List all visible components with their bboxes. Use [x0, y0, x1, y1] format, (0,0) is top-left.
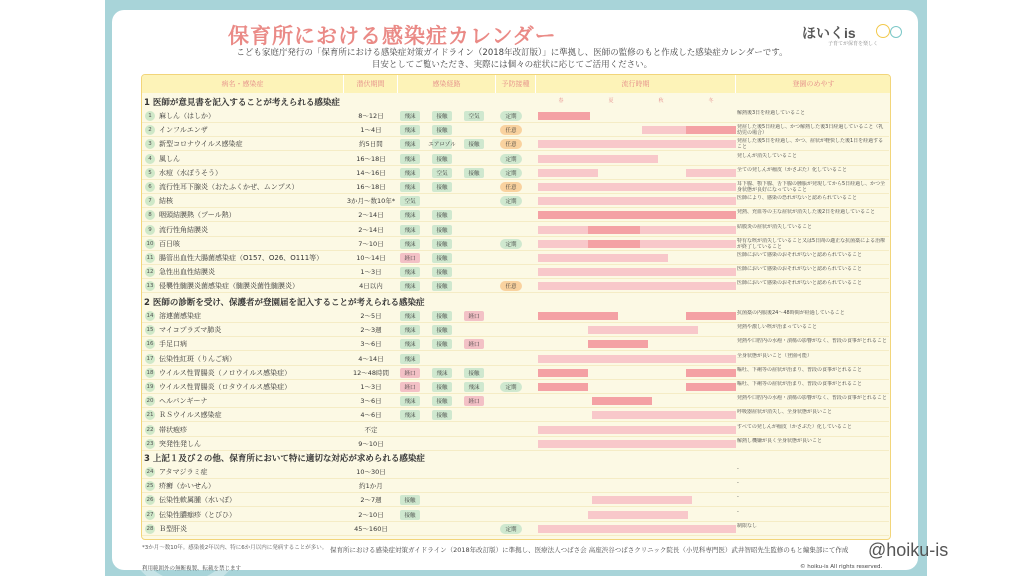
season-spring: 春	[558, 97, 564, 104]
row-number: 28	[146, 525, 154, 532]
disease-name: 伝染性膿痂疹（とびひ）	[159, 510, 236, 519]
epidemic-period-bar	[538, 268, 736, 276]
incubation-period: 2〜5日	[360, 312, 382, 320]
attendance-guideline: 発しんが消失していること	[737, 152, 798, 159]
disease-name: 風しん	[159, 154, 180, 163]
epidemic-period-bar	[588, 340, 648, 348]
row-number: 26	[146, 497, 154, 504]
section-1-title: 1 医師が意見書を記入することが考えられる感染症	[144, 98, 340, 108]
route-tag: 飛沫	[400, 182, 420, 192]
row-number: 6	[145, 182, 155, 192]
smile-face-icon	[876, 24, 890, 38]
route-tag: 飛沫	[400, 325, 420, 335]
intro-line-1: こども家庭庁発行の「保育所における感染症対策ガイドライン（2018年改訂版）」に準拠し、医師の監修のもと作成した感染症カレンダーです。	[236, 48, 788, 58]
incubation-period: 16〜18日	[356, 183, 386, 191]
table-row	[142, 508, 889, 522]
vaccine-badge: 任意	[500, 125, 522, 135]
route-tag: 接触	[432, 253, 452, 263]
epidemic-period-bar	[538, 312, 618, 320]
disease-name: 溶連菌感染症	[159, 312, 201, 320]
table-row	[142, 251, 889, 265]
infection-calendar-table	[141, 74, 891, 540]
disease-name: 突発性発しん	[159, 439, 201, 448]
row-number: 5	[145, 168, 155, 178]
row-number: 23	[146, 440, 154, 447]
disease-name: インフルエンザ	[159, 126, 208, 135]
row-number: 3	[145, 139, 155, 149]
attendance-guideline: 嘔吐、下痢等の症状が治まり、普段の食事がとれること	[737, 366, 863, 373]
epidemic-period-bar	[538, 440, 736, 448]
vaccine-badge: 任意	[500, 281, 522, 291]
incubation-period: 8〜12日	[358, 112, 384, 120]
disease-name: 流行性角結膜炎	[159, 225, 208, 234]
row-number: 12	[146, 269, 154, 276]
epidemic-period-bar	[592, 496, 692, 504]
table-row	[142, 465, 889, 479]
vaccine-badge: 定期	[500, 111, 522, 121]
season-summer: 夏	[608, 97, 614, 104]
attendance-guideline: 結膜炎の症状が消失していること	[737, 223, 813, 230]
route-tag: 飛沫	[400, 125, 420, 135]
route-tag: 接触	[464, 139, 484, 149]
incubation-period: 2〜7週	[360, 496, 382, 505]
epidemic-period-bar	[588, 511, 688, 519]
row-number: 8	[145, 210, 155, 220]
disease-name: 伝染性紅斑（りんご病）	[159, 354, 236, 363]
epidemic-period-bar	[686, 312, 736, 320]
epidemic-period-bar	[538, 112, 590, 120]
attendance-guideline: -	[737, 494, 739, 501]
epidemic-period-bar	[592, 411, 736, 419]
table-row	[142, 265, 889, 279]
row-number: 9	[145, 225, 155, 235]
table-row	[142, 223, 889, 237]
incubation-period: 9〜10日	[358, 439, 384, 448]
attendance-guideline: 発熱や口腔内の水疱・潰瘍の影響がなく、普段の食事がとれること	[737, 338, 887, 345]
incubation-period: 1〜4日	[360, 126, 382, 135]
incubation-period: 4日以内	[359, 282, 383, 291]
attendance-guideline: 嘔吐、下痢等の症状が治まり、普段の食事がとれること	[737, 381, 863, 387]
disease-name: 腸管出血性大腸菌感染症（O157、O26、O111等）	[159, 254, 324, 262]
epidemic-period-bar	[538, 383, 588, 391]
route-tag: 空気	[432, 168, 452, 178]
route-tag: 飛沫	[400, 311, 420, 321]
attendance-guideline: 特有な咳が消失していること又は5日間の適正な抗菌薬による治療が終了していること	[737, 237, 886, 250]
attendance-guideline: -	[737, 466, 739, 472]
disease-name: 新型コロナウイルス感染症	[159, 140, 243, 149]
disease-name: 水痘（水ぼうそう）	[159, 168, 222, 177]
disease-name: ウイルス性胃腸炎（ロタウイルス感染症）	[159, 383, 292, 391]
disease-name: Ｂ型肝炎	[159, 524, 187, 533]
incubation-period: 2〜14日	[358, 225, 384, 234]
route-tag: 経口	[464, 339, 484, 349]
disease-name: アタマジラミ症	[159, 468, 208, 476]
vaccine-badge: 定期	[500, 196, 522, 206]
attendance-guideline: 医師において感染のおそれがないと認められていること	[737, 266, 863, 273]
row-number: 2	[145, 125, 155, 135]
attendance-guideline: 解熱後3日を経過していること	[737, 110, 806, 116]
table-row	[142, 309, 889, 323]
route-tag: 飛沫	[400, 267, 420, 277]
table-row	[142, 279, 889, 293]
incubation-period: 1〜3日	[360, 383, 382, 391]
table-row	[142, 152, 889, 166]
route-tag: 接触	[432, 182, 452, 192]
epidemic-period-bar	[538, 369, 588, 377]
table-row	[142, 137, 889, 151]
attendance-guideline: 発熱や口腔内の水疱・潰瘍の影響がなく、普段の食事がとれること	[737, 395, 887, 402]
route-tag: 経口	[464, 311, 484, 321]
epidemic-period-bar	[538, 197, 736, 205]
incubation-period: 4〜14日	[358, 354, 384, 363]
attendance-guideline: 医師により、感染の恐れがないと認められていること	[737, 195, 858, 202]
attendance-guideline: 発熱、充血等の主な症状が消失した後2日を経過していること	[737, 209, 876, 216]
row-number: 7	[145, 196, 155, 206]
logo-tagline: 子育てが保育を楽しく	[828, 41, 879, 47]
table-row	[142, 437, 889, 451]
vaccine-badge: 定期	[500, 168, 522, 178]
table-row	[142, 423, 889, 437]
table-row	[142, 323, 889, 337]
route-tag: 飛沫	[400, 210, 420, 220]
route-tag: 経口	[400, 368, 420, 378]
route-tag: 接触	[464, 368, 484, 378]
incubation-period: 約5日間	[359, 140, 383, 149]
incubation-period: 3か月〜数10年*	[346, 197, 396, 206]
attendance-guideline: 発熱や激しい咳が治まっていること	[737, 324, 818, 331]
route-tag: 接触	[432, 267, 452, 277]
vaccine-badge: 任意	[500, 182, 522, 192]
smile-face-icon	[890, 26, 902, 38]
route-tag: 飛沫	[400, 168, 420, 178]
route-tag: 接触	[400, 495, 420, 505]
vaccine-badge: 定期	[500, 239, 522, 249]
incubation-period: 14〜16日	[356, 168, 386, 177]
section-2-title: 2 医師の診断を受け、保護者が登園届を記入することが考えられる感染症	[144, 298, 425, 308]
header-attendance: 登園のめやす	[736, 75, 891, 93]
incubation-period: 1〜3日	[360, 268, 382, 277]
route-tag: 飛沫	[432, 368, 452, 378]
incubation-period: 2〜10日	[358, 510, 384, 519]
epidemic-period-bar	[592, 397, 652, 405]
attendance-guideline: 医師において感染のおそれがないと認められていること	[737, 252, 863, 258]
table-row	[142, 380, 889, 394]
attendance-guideline: 発症した後5日を経過し、かつ、症状が軽快した後1日を経過すること	[737, 138, 884, 151]
route-tag: 接触	[432, 339, 452, 349]
intro-line-2: 目安としてご覧いただき、実際には個々の症状に応じてご活用ください。	[371, 60, 653, 70]
disease-name: 急性出血性結膜炎	[159, 268, 215, 277]
route-tag: 空気	[400, 196, 420, 206]
watermark: @hoiku-is	[868, 540, 949, 560]
incubation-period: 3〜6日	[360, 397, 382, 406]
route-tag: 接触	[432, 410, 452, 420]
disease-name: 伝染性軟属腫（水いぼ）	[159, 496, 236, 505]
attendance-guideline: 医師において感染のおそれがないと認められていること	[737, 280, 863, 287]
route-tag: 接触	[400, 510, 420, 520]
disease-name: 結核	[159, 197, 173, 206]
route-tag: 飛沫	[400, 225, 420, 235]
disease-name: 流行性耳下腺炎（おたふくかぜ、ムンプス）	[159, 183, 299, 191]
route-tag: 接触	[432, 311, 452, 321]
attendance-guideline: 全ての発しんが痂皮（かさぶた）化していること	[737, 166, 848, 173]
attendance-guideline: -	[737, 480, 739, 487]
epidemic-period-bar	[538, 183, 736, 191]
route-tag: 飛沫	[400, 396, 420, 406]
row-number: 13	[146, 283, 154, 290]
route-tag: 飛沫	[400, 354, 420, 364]
epidemic-period-bar	[538, 211, 736, 219]
incubation-period: 2〜14日	[358, 211, 384, 220]
route-tag: 接触	[464, 168, 484, 178]
row-number: 18	[146, 369, 154, 376]
section-3-title: 3 上記１及び２の他、保育所において特に適切な対応が求められる感染症	[144, 454, 425, 464]
attendance-guideline: 呼吸器症状が消失し、全身状態が良いこと	[737, 409, 833, 416]
route-tag: 接触	[432, 382, 452, 392]
incubation-period: 16〜18日	[356, 154, 386, 163]
table-row	[142, 208, 889, 222]
epidemic-period-bar	[538, 282, 736, 290]
epidemic-period-bar	[686, 369, 736, 377]
route-tag: 接触	[432, 396, 452, 406]
table-row	[142, 123, 889, 137]
epidemic-period-bar	[538, 525, 736, 533]
logo-text: ほいくis	[802, 25, 856, 41]
route-tag: 空気	[464, 111, 484, 121]
epidemic-period-bar	[538, 254, 668, 262]
row-number: 20	[146, 398, 154, 405]
epidemic-period-bar	[686, 383, 736, 391]
table-row	[142, 352, 889, 366]
disease-name: 咽頭結膜熱（プール熱）	[159, 211, 236, 220]
route-tag: 飛沫	[400, 410, 420, 420]
footer-credit: 保育所における感染症対策ガイドライン（2018年改訂版）に準拠し、医療法人つばさ会 高座渋谷つばさクリニック院長（小児科専門医）武井智昭先生監修のもと編集部にて作成	[330, 546, 849, 554]
disease-name: 帯状疱疹	[159, 425, 187, 434]
route-tag: 飛沫	[464, 382, 484, 392]
row-number: 21	[146, 412, 154, 419]
row-number: 25	[146, 483, 154, 490]
disease-name: 侵襲性髄膜炎菌感染症（髄膜炎菌性髄膜炎）	[159, 282, 299, 291]
page-title: 保育所における感染症カレンダー	[228, 24, 557, 48]
table-row	[142, 337, 889, 351]
epidemic-period-bar	[538, 426, 736, 434]
copyright: © hoiku-is All rights reserved.	[800, 564, 883, 570]
epidemic-period-bar	[686, 169, 736, 177]
footnote: *3か月〜数10年。感染後2年以内、特に6か月以内に発病することが多い。	[142, 545, 328, 551]
row-number: 17	[146, 355, 154, 362]
incubation-period: 12〜48時間	[352, 368, 390, 377]
disease-name: 麻しん（はしか）	[159, 112, 215, 120]
epidemic-period-bar	[588, 240, 640, 248]
route-tag: 飛沫	[400, 111, 420, 121]
route-tag: エアロゾル	[432, 139, 452, 149]
attendance-guideline: 全身状態が良いこと（登園可能）	[737, 352, 813, 359]
route-tag: 接触	[432, 325, 452, 335]
table-row	[142, 479, 889, 493]
incubation-period: 約1か月	[359, 482, 383, 491]
route-tag: 飛沫	[400, 339, 420, 349]
route-tag: 接触	[432, 225, 452, 235]
disease-name: ウイルス性胃腸炎（ノロウイルス感染症）	[159, 368, 292, 377]
table-row	[142, 109, 889, 123]
vaccine-badge: 任意	[500, 139, 522, 149]
attendance-guideline: -	[737, 508, 739, 515]
incubation-period: 2〜3週	[360, 326, 382, 335]
route-tag: 経口	[400, 382, 420, 392]
route-tag: 飛沫	[400, 281, 420, 291]
row-number: 16	[146, 341, 154, 348]
route-tag: 接触	[432, 281, 452, 291]
table-row	[142, 237, 889, 251]
epidemic-period-bar	[538, 169, 598, 177]
season-autumn: 秋	[658, 97, 664, 104]
route-tag: 経口	[400, 253, 420, 263]
season-winter: 冬	[708, 97, 714, 104]
copy-restriction-note: 利用範囲外の無断複製、転載を禁じます	[142, 566, 242, 572]
attendance-guideline: 発症した後5日経過し、かつ解熱した後3日経過していること（乳幼児の場合）	[737, 124, 884, 137]
route-tag: 飛沫	[400, 239, 420, 249]
incubation-period: 45〜160日	[354, 524, 388, 533]
row-number: 4	[145, 154, 155, 164]
row-number: 11	[146, 255, 154, 261]
route-tag: 飛沫	[400, 139, 420, 149]
header-incubation: 潜伏期間	[344, 75, 398, 93]
attendance-guideline: 耳下腺、顎下腺、舌下腺の腫脹が発現してから5日経過し、かつ全身状態が良好になっていること	[737, 181, 886, 193]
disease-name: マイコプラズマ肺炎	[159, 326, 222, 335]
route-tag: 接触	[432, 111, 452, 121]
route-tag: 飛沫	[400, 154, 420, 164]
header-epidemic: 流行時期	[536, 75, 736, 93]
incubation-period: 3〜6日	[360, 340, 382, 349]
attendance-guideline: 抗菌薬の内服後24〜48時間が経過していること	[737, 310, 845, 316]
row-number: 19	[146, 384, 154, 390]
vaccine-badge: 定期	[500, 154, 522, 164]
table-row	[142, 194, 889, 208]
vaccine-badge: 定期	[500, 524, 522, 534]
epidemic-period-bar	[588, 226, 640, 234]
row-number: 22	[146, 426, 154, 433]
row-number: 1	[145, 111, 155, 121]
incubation-period: 7〜10日	[358, 239, 384, 248]
route-tag: 接触	[432, 125, 452, 135]
table-row	[142, 408, 889, 422]
disease-name: ＲＳウイルス感染症	[159, 411, 222, 420]
attendance-guideline: すべての発しんが痂皮（かさぶた）化していること	[737, 423, 852, 430]
table-row	[142, 180, 889, 194]
epidemic-period-bar	[538, 355, 736, 363]
table-row	[142, 394, 889, 408]
incubation-period: 不定	[364, 425, 378, 434]
table-row	[142, 166, 889, 180]
row-number: 15	[146, 327, 154, 334]
header-route: 感染経路	[398, 75, 496, 93]
epidemic-period-bar	[538, 155, 658, 163]
disease-name: 疥癬（かいせん）	[159, 482, 215, 491]
epidemic-period-bar	[686, 126, 736, 134]
row-number: 27	[146, 511, 154, 518]
row-number: 24	[146, 469, 154, 475]
row-number: 14	[146, 313, 154, 319]
route-tag: 経口	[464, 396, 484, 406]
incubation-period: 10〜14日	[356, 254, 386, 262]
route-tag: 接触	[432, 210, 452, 220]
header-disease: 病名・感染症	[142, 75, 344, 93]
epidemic-period-bar	[538, 140, 736, 148]
route-tag: 接触	[432, 239, 452, 249]
vaccine-badge: 定期	[500, 382, 522, 392]
disease-name: ヘルパンギーナ	[159, 397, 208, 406]
table-row	[142, 522, 889, 536]
header-vaccine: 予防接種	[496, 75, 536, 93]
incubation-period: 10〜30日	[356, 468, 386, 476]
table-row	[142, 366, 889, 380]
attendance-guideline: 制限なし	[737, 522, 758, 529]
table-row	[142, 493, 889, 507]
route-tag: 接触	[432, 154, 452, 164]
epidemic-period-bar	[588, 326, 698, 334]
attendance-guideline: 解熱し機嫌が良く全身状態が良いこと	[737, 437, 823, 444]
disease-name: 手足口病	[159, 340, 187, 349]
row-number: 10	[146, 240, 154, 247]
disease-name: 百日咳	[159, 239, 180, 248]
incubation-period: 4〜6日	[360, 411, 382, 420]
